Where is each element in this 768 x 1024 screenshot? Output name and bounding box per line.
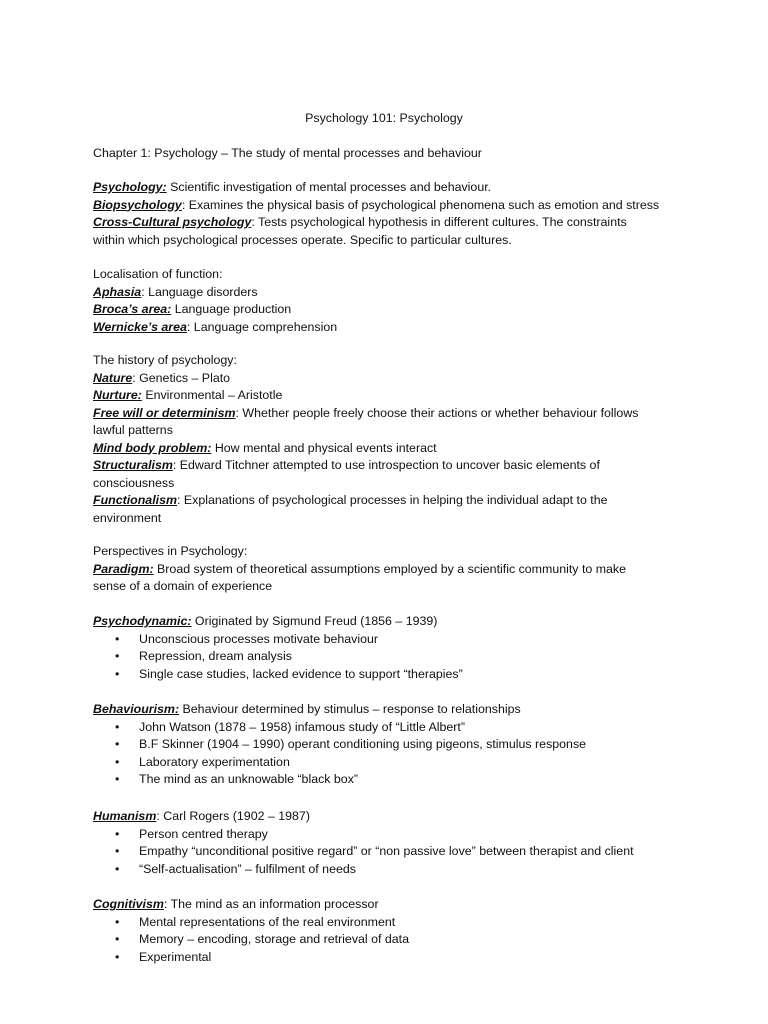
document-title: Psychology 101: Psychology: [305, 111, 463, 125]
bullet-icon: •: [115, 737, 120, 751]
list-item-text: Person centred therapy: [139, 826, 268, 841]
term: Nature: [93, 370, 133, 385]
definition-text: : Carl Rogers (1902 – 1987): [156, 809, 310, 823]
term: Broca’s area:: [93, 302, 172, 316]
behaviourism-section: [93, 701, 693, 789]
definition-free-will: [93, 405, 693, 423]
localisation-section: [93, 266, 693, 336]
list-item-text: Experimental: [139, 949, 212, 964]
term: Paradigm:: [93, 561, 154, 576]
definition-text: How mental and physical events interact: [211, 440, 437, 455]
list-item-text: Repression, dream analysis: [139, 649, 292, 663]
bullet-icon: •: [115, 649, 120, 663]
term: Humanism: [93, 809, 157, 823]
humanism-section: [93, 808, 693, 878]
definition-text: Scientific investigation of mental processes and behaviour.: [166, 180, 492, 194]
definition-humanism: [93, 808, 693, 826]
psychodynamic-section: [93, 613, 693, 683]
list-item: [93, 949, 693, 967]
list-item-text: Mental representations of the real environment: [139, 914, 396, 929]
chapter-heading: Chapter 1: Psychology – The study of mental processes and behaviour: [93, 146, 482, 160]
definition-text: Language production: [171, 302, 292, 316]
list-item: [93, 843, 693, 861]
definition-continuation: consciousness: [93, 475, 175, 490]
bullet-icon: •: [115, 844, 120, 858]
definition-text: : Edward Titchner attempted to use introspection to uncover basic elements of: [172, 458, 600, 472]
bullet-list: [93, 631, 693, 684]
list-item-text: Single case studies, lacked evidence to support “therapies”: [139, 666, 463, 681]
term: Nurture:: [93, 388, 142, 402]
bullet-icon: •: [115, 949, 120, 964]
bullet-icon: •: [115, 754, 120, 769]
bullet-icon: •: [115, 914, 120, 929]
definition-text: : Explanations of psychological processes in helping the individual adapt to the: [177, 493, 608, 507]
definition-text: : Language disorders: [141, 284, 258, 299]
list-item-text: Laboratory experimentation: [139, 754, 290, 769]
history-section: [93, 352, 693, 527]
definition-continuation: within which psychological processes operate. Specific to particular cultures.: [93, 232, 512, 247]
bullet-icon: •: [115, 631, 120, 646]
bullet-icon: •: [115, 719, 120, 734]
bullet-icon: •: [115, 772, 120, 786]
list-item-text: John Watson (1878 – 1958) infamous study of “Little Albert”: [139, 719, 466, 734]
definition-text: Environmental – Aristotle: [141, 388, 283, 402]
bullet-list: [93, 719, 693, 789]
term: Wernicke’s area: [93, 319, 187, 334]
definition-cognitivism: [93, 896, 693, 914]
term: Behaviourism:: [93, 702, 180, 716]
term: Biopsychology: [93, 197, 182, 212]
definition-continuation: environment: [93, 510, 162, 525]
list-item: [93, 931, 693, 949]
cognitivism-section: [93, 896, 693, 966]
definition-text: : The mind as an information processor: [163, 897, 379, 911]
perspectives-section: [93, 543, 693, 596]
definition-text: : Whether people freely choose their actions or whether behaviour follows: [235, 405, 639, 420]
definition-functionalism: [93, 492, 693, 510]
definition-cross-cultural: [93, 214, 693, 232]
list-item-text: Empathy “unconditional positive regard” or “non passive love” between therapist and client: [139, 844, 634, 858]
bullet-list: [93, 826, 693, 879]
definition-behaviourism: [93, 701, 693, 719]
bullet-icon: •: [115, 861, 120, 876]
definition-continuation: sense of a domain of experience: [93, 579, 273, 593]
list-item: [93, 666, 693, 684]
definition-text: Behaviour determined by stimulus – response to relationships: [179, 702, 521, 716]
list-item: [93, 736, 693, 754]
list-item: [93, 648, 693, 666]
definition-nurture: [93, 387, 693, 405]
list-item-text: The mind as an unknowable “black box”: [139, 772, 359, 786]
term: Free will or determinism: [93, 405, 236, 420]
definition-text: : Examines the physical basis of psychological phenomena such as emotion and stress: [181, 197, 660, 212]
definition-text: Broad system of theoretical assumptions employed by a scientific community to make: [153, 561, 627, 576]
term: Mind body problem:: [93, 440, 212, 455]
bullet-icon: •: [115, 826, 120, 841]
list-item-text: B.F Skinner (1904 – 1990) operant conditioning using pigeons, stimulus response: [139, 737, 587, 751]
bullet-icon: •: [115, 666, 120, 681]
term: Psychology:: [93, 180, 167, 194]
list-item: [93, 754, 693, 772]
term: Aphasia: [93, 284, 142, 299]
definition-aphasia: [93, 284, 693, 302]
list-item: [93, 861, 693, 879]
term: Psychodynamic:: [93, 614, 192, 628]
definition-nature: [93, 370, 693, 388]
term: Cognitivism: [93, 897, 164, 911]
list-item-text: Unconscious processes motivate behaviour: [139, 631, 378, 646]
list-item-text: Memory – encoding, storage and retrieval of data: [139, 932, 409, 946]
bullet-list: [93, 914, 693, 967]
section-heading: The history of psychology:: [93, 353, 237, 367]
list-item: [93, 826, 693, 844]
definitions-section: [93, 179, 693, 249]
definition-paradigm: [93, 561, 693, 579]
list-item: [93, 914, 693, 932]
definition-continuation: lawful patterns: [93, 423, 173, 437]
definition-text: Originated by Sigmund Freud (1856 – 1939): [191, 614, 438, 628]
definition-biopsychology: [93, 197, 693, 215]
list-item-text: “Self-actualisation” – fulfilment of needs: [139, 861, 356, 876]
list-item: [93, 771, 693, 789]
list-item: [93, 719, 693, 737]
section-heading: Perspectives in Psychology:: [93, 544, 248, 558]
definition-text: : Genetics – Plato: [132, 370, 231, 385]
definition-psychodynamic: [93, 613, 693, 631]
definition-brocas-area: [93, 301, 693, 319]
definition-psychology: [93, 179, 693, 197]
bullet-icon: •: [115, 932, 120, 946]
term: Functionalism: [93, 493, 177, 507]
definition-structuralism: [93, 457, 693, 475]
definition-wernickes-area: [93, 319, 693, 337]
definition-text: : Tests psychological hypothesis in different cultures. The constraints: [251, 215, 627, 229]
definition-mind-body: [93, 440, 693, 458]
definition-text: : Language comprehension: [186, 319, 338, 334]
section-heading: Localisation of function:: [93, 267, 223, 281]
term: Structuralism: [93, 458, 173, 472]
term: Cross-Cultural psychology: [93, 215, 252, 229]
list-item: [93, 631, 693, 649]
